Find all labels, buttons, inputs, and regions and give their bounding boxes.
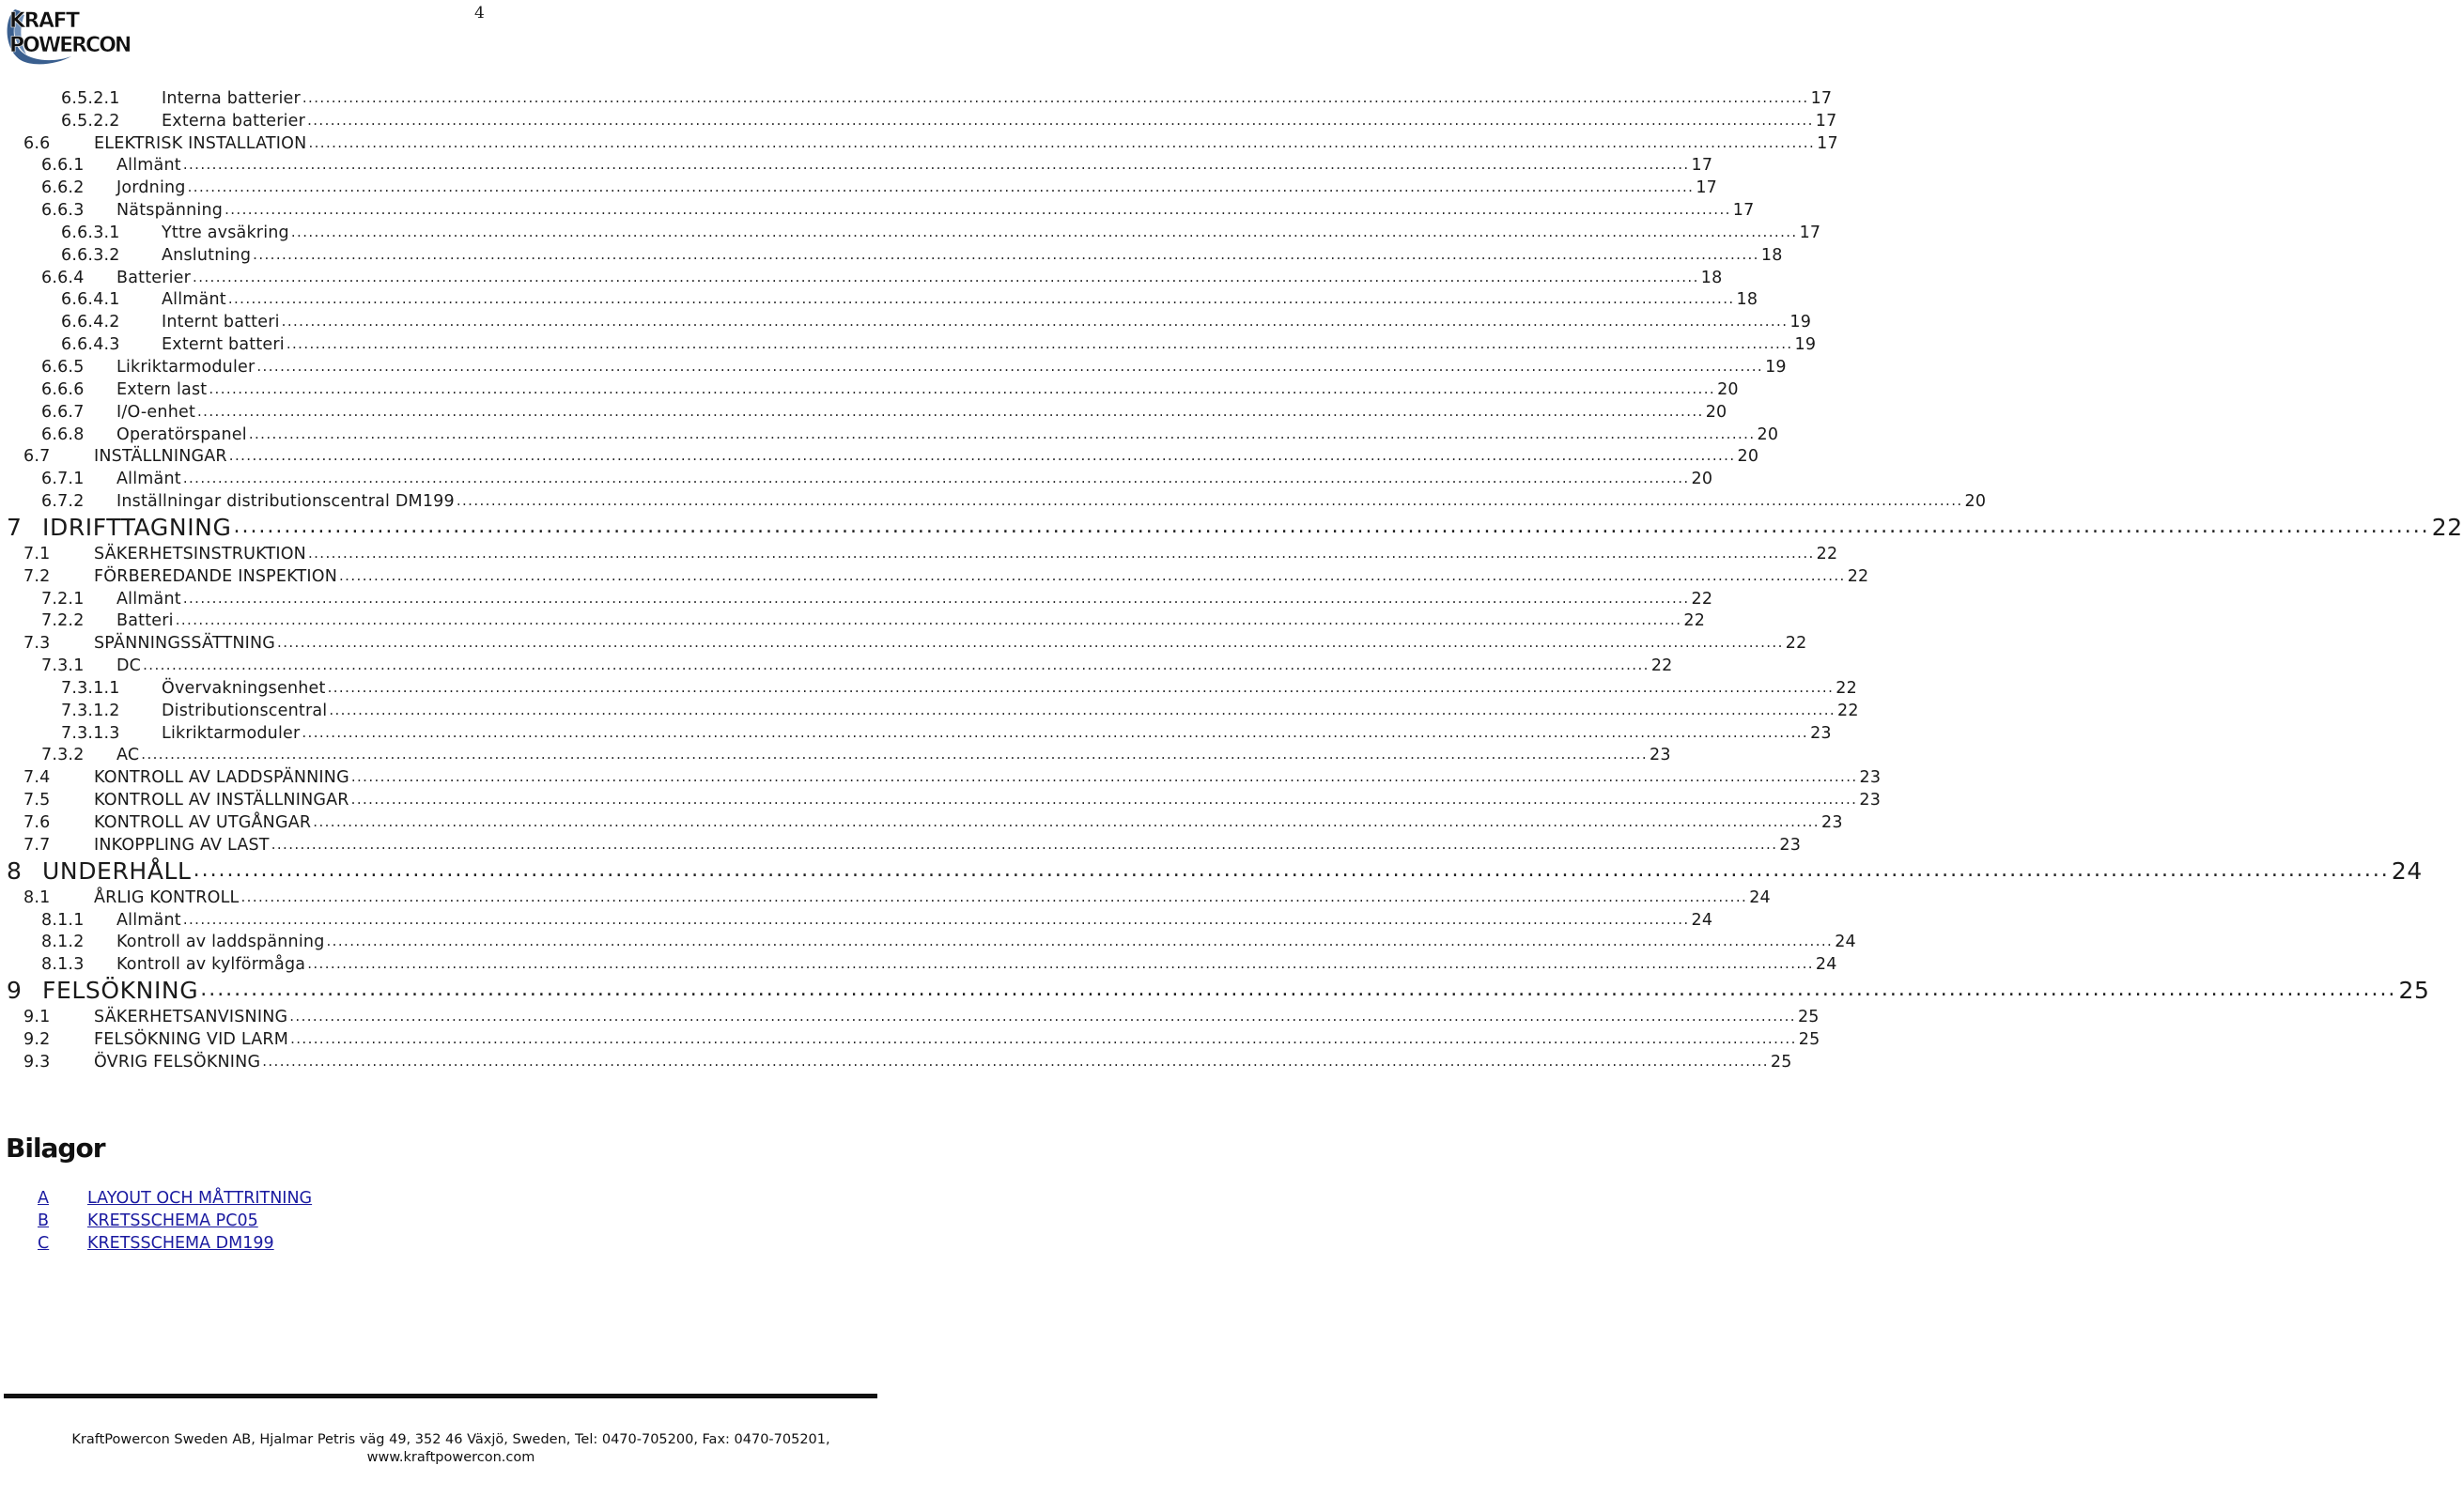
toc-entry-title: SÄKERHETSANVISNING <box>94 1008 288 1027</box>
toc-entry-number: 6.5.2.2 <box>61 111 120 131</box>
toc-entry-number: 6.7.2 <box>41 492 85 512</box>
toc-leader-dots: .................................................................................................................................................................................................................................................................... <box>308 133 1816 151</box>
toc-leader-dots: .................................................................................................................................................................................................................................................................... <box>182 589 1690 607</box>
appendix-letter: C <box>38 1234 50 1253</box>
toc-leader-dots: .................................................................................................................................................................................................................................................................... <box>313 813 1820 830</box>
toc-entry-title: INKOPPLING AV LAST <box>94 835 270 855</box>
toc-leader-dots: .................................................................................................................................................................................................................................................................... <box>193 268 1699 285</box>
toc-entry-title: FÖRBEREDANDE INSPEKTION <box>94 566 338 586</box>
toc-entry-page: 17 <box>1696 178 1717 198</box>
toc-leader-dots: .................................................................................................................................................................................................................................................................... <box>339 566 1846 584</box>
toc-entry[interactable] <box>0 1004 1820 1027</box>
toc-leader-dots: .................................................................................................................................................................................................................................................................... <box>350 768 1858 786</box>
toc-entry-page: 23 <box>1779 835 1802 855</box>
toc-leader-dots: .................................................................................................................................................................................................................................................................... <box>182 910 1690 928</box>
toc-entry[interactable] <box>0 675 1857 698</box>
toc-leader-dots: .................................................................................................................................................................................................................................................................... <box>302 88 1809 106</box>
toc-entry-title: KONTROLL AV UTGÅNGAR <box>94 813 312 832</box>
appendix-title: KRETSSCHEMA PC05 <box>87 1211 258 1230</box>
toc-entry-title: Distributionscentral <box>162 701 328 720</box>
toc-entry-number: 6.6 <box>23 133 51 153</box>
toc-leader-dots: .................................................................................................................................................................................................................................................................... <box>350 791 1858 809</box>
toc-entry-page: 17 <box>1691 156 1713 176</box>
toc-leader-dots: .................................................................................................................................................................................................................................................................... <box>225 201 1731 219</box>
toc-entry-number: 6.6.4.3 <box>61 335 120 355</box>
toc-entry-page: 23 <box>1859 791 1882 810</box>
toc-leader-dots: .................................................................................................................................................................................................................................................................... <box>286 335 1793 353</box>
toc-leader-dots: .................................................................................................................................................................................................................................................................... <box>197 402 1704 420</box>
toc-entry-number: 6.6.2 <box>41 178 85 198</box>
toc-entry-number: 9.3 <box>23 1052 51 1072</box>
appendices-heading: Bilagor <box>6 1133 105 1164</box>
toc-leader-dots: .................................................................................................................................................................................................................................................................... <box>281 313 1789 331</box>
toc-entry[interactable] <box>0 444 1759 467</box>
toc-leader-dots: .................................................................................................................................................................................................................................................................... <box>290 223 1798 240</box>
toc-entry-page: 19 <box>1765 357 1787 377</box>
toc-entry-page: 22 <box>1691 589 1713 609</box>
toc-entry[interactable] <box>0 810 1843 832</box>
kraft-powercon-logo <box>2 2 160 66</box>
toc-entry-title: I/O-enhet <box>116 402 196 422</box>
toc-entry-title: Internt batteri <box>162 313 280 332</box>
toc-leader-dots: .................................................................................................................................................................................................................................................................... <box>302 723 1809 741</box>
toc-entry-page: 24 <box>1691 910 1713 930</box>
toc-entry-title: KONTROLL AV LADDSPÄNNING <box>94 768 349 788</box>
toc-entry-title: Allmänt <box>116 910 181 930</box>
toc-entry[interactable] <box>0 541 1838 563</box>
toc-leader-dots: .................................................................................................................................................................................................................................................................... <box>182 470 1690 487</box>
appendix-link[interactable] <box>38 1211 312 1234</box>
toc-entry[interactable] <box>0 488 1987 512</box>
toc-entry-number: 7.3.1 <box>41 656 85 676</box>
toc-entry-number: 6.6.3.1 <box>61 223 120 242</box>
toc-entry-title: FELSÖKNING <box>42 977 199 1005</box>
toc-leader-dots: .................................................................................................................................................................................................................................................................... <box>456 492 1963 510</box>
toc-entry-number: 6.6.3 <box>41 201 85 221</box>
toc-leader-dots: .................................................................................................................................................................................................................................................................... <box>143 656 1650 674</box>
toc-leader-dots: .................................................................................................................................................................................................................................................................... <box>256 357 1764 375</box>
toc-entry-page: 24 <box>1815 955 1837 975</box>
toc-entry-page: 22 <box>1683 611 1706 631</box>
toc-entry-title: Extern last <box>116 379 208 399</box>
toc-entry-page: 17 <box>1732 201 1755 221</box>
toc-leader-dots: .................................................................................................................................................................................................................................................................... <box>248 424 1756 442</box>
toc-entry-page: 23 <box>1650 746 1671 765</box>
toc-entry[interactable] <box>0 287 1758 310</box>
toc-entry-number: 8.1.3 <box>41 955 85 975</box>
toc-entry[interactable] <box>0 466 1713 489</box>
toc-entry-title: Likriktarmoduler <box>162 723 301 743</box>
toc-entry-title: IDRIFTTAGNING <box>42 514 232 542</box>
toc-entry[interactable] <box>0 85 1833 108</box>
toc-entry[interactable] <box>0 855 2423 885</box>
footer-website: www.kraftpowercon.com <box>366 1450 535 1465</box>
toc-leader-dots: .................................................................................................................................................................................................................................................................... <box>227 290 1735 308</box>
appendices-list <box>38 1189 312 1257</box>
toc-entry[interactable] <box>0 563 1869 586</box>
toc-entry[interactable] <box>0 220 1821 242</box>
toc-entry-title: FELSÖKNING VID LARM <box>94 1029 289 1049</box>
appendix-link[interactable] <box>38 1189 312 1211</box>
toc-leader-dots: .................................................................................................................................................................................................................................................................... <box>209 379 1716 397</box>
toc-entry-number: 7.2.2 <box>41 611 85 631</box>
toc-entry-number: 8.1 <box>23 887 51 907</box>
toc-entry-number: 6.6.4 <box>41 268 85 287</box>
toc-leader-dots: .................................................................................................................................................................................................................................................................... <box>193 857 2390 882</box>
toc-entry-number: 8 <box>7 856 23 885</box>
toc-entry-number: 7.3 <box>23 634 51 654</box>
toc-leader-dots: .................................................................................................................................................................................................................................................................... <box>182 156 1690 174</box>
toc-entry-page: 22 <box>1847 566 1869 586</box>
toc-entry-number: 9.1 <box>23 1008 51 1027</box>
toc-leader-dots: .................................................................................................................................................................................................................................................................... <box>289 1008 1796 1026</box>
toc-entry-number: 6.6.8 <box>41 424 85 444</box>
toc-entry-number: 9 <box>7 977 23 1005</box>
toc-entry-page: 25 <box>1797 1008 1820 1027</box>
toc-entry-number: 7.7 <box>23 835 51 855</box>
toc-leader-dots: .................................................................................................................................................................................................................................................................... <box>253 245 1759 263</box>
toc-entry[interactable] <box>0 265 1723 287</box>
toc-entry-page: 17 <box>1810 88 1833 108</box>
toc-entry-title: Externa batterier <box>162 111 306 131</box>
logo-text-kraft: KRAFT <box>9 9 79 33</box>
toc-entry-page: 25 <box>1770 1052 1792 1072</box>
toc-entry[interactable] <box>0 630 1807 654</box>
toc-entry-title: SÄKERHETSINSTRUKTION <box>94 544 306 563</box>
toc-entry-page: 20 <box>1717 379 1739 399</box>
toc-entry[interactable] <box>0 354 1787 377</box>
toc-entry-page: 19 <box>1794 335 1817 355</box>
toc-entry[interactable] <box>0 309 1812 332</box>
toc-entry[interactable] <box>0 175 1717 198</box>
toc-leader-dots: .................................................................................................................................................................................................................................................................... <box>307 111 1814 129</box>
toc-entry[interactable] <box>0 1049 1792 1072</box>
toc-entry-number: 9.2 <box>23 1029 51 1049</box>
toc-leader-dots: .................................................................................................................................................................................................................................................................... <box>262 1052 1769 1070</box>
toc-entry-page: 22 <box>1816 544 1838 563</box>
toc-entry-title: Jordning <box>116 178 186 198</box>
appendix-letter: A <box>38 1189 49 1208</box>
toc-entry-number: 6.7.1 <box>41 470 85 489</box>
toc-entry-page: 24 <box>1749 887 1771 907</box>
toc-entry-title: Inställningar distributionscentral DM199 <box>116 492 455 512</box>
toc-entry-page: 22 <box>2431 514 2463 542</box>
toc-entry[interactable] <box>0 1026 1820 1049</box>
toc-entry[interactable] <box>0 399 1727 422</box>
toc-leader-dots: .................................................................................................................................................................................................................................................................... <box>200 978 2397 1002</box>
toc-entry[interactable] <box>0 698 1859 720</box>
toc-entry-number: 6.6.5 <box>41 357 85 377</box>
toc-entry-number: 7.3.1.1 <box>61 678 120 698</box>
toc-entry-title: ELEKTRISK INSTALLATION <box>94 133 307 153</box>
toc-entry-title: Batteri <box>116 611 174 631</box>
toc-entry-title: ÖVRIG FELSÖKNING <box>94 1052 261 1072</box>
toc-leader-dots: .................................................................................................................................................................................................................................................................... <box>307 544 1815 562</box>
toc-entry-page: 20 <box>1964 492 1987 512</box>
toc-entry-page: 25 <box>1798 1029 1820 1049</box>
toc-leader-dots: .................................................................................................................................................................................................................................................................... <box>187 178 1695 196</box>
toc-leader-dots: .................................................................................................................................................................................................................................................................... <box>271 835 1778 853</box>
toc-entry[interactable] <box>0 108 1837 131</box>
toc-entry-page: 17 <box>1815 111 1837 131</box>
toc-entry[interactable] <box>0 332 1817 355</box>
toc-entry-title: Allmänt <box>162 290 226 310</box>
toc-entry-title: Övervakningsenhet <box>162 678 326 698</box>
toc-leader-dots: .................................................................................................................................................................................................................................................................... <box>240 887 1748 905</box>
toc-entry-title: Batterier <box>116 268 192 287</box>
toc-entry-number: 7.1 <box>23 544 51 563</box>
toc-entry-page: 18 <box>1760 245 1783 265</box>
footer-address: KraftPowercon Sweden AB, Hjalmar Petris väg 49, 352 46 Växjö, Sweden, Tel: 0470-705200, Fax: 0470-705201, <box>71 1432 830 1447</box>
toc-entry-page: 23 <box>1820 813 1843 832</box>
appendix-title: LAYOUT OCH MÅTTRITNING <box>87 1189 313 1208</box>
toc-entry-title: AC <box>116 746 140 765</box>
appendix-title: KRETSSCHEMA DM199 <box>87 1234 274 1253</box>
toc-leader-dots: .................................................................................................................................................................................................................................................................... <box>290 1029 1797 1047</box>
toc-entry-title: ÅRLIG KONTROLL <box>94 887 240 907</box>
toc-entry-title: Yttre avsäkring <box>162 223 289 242</box>
toc-entry[interactable] <box>0 832 1802 855</box>
toc-entry-title: Allmänt <box>116 156 181 176</box>
toc-entry-number: 6.6.1 <box>41 156 85 176</box>
toc-entry-title: Allmänt <box>116 470 181 489</box>
toc-entry-title: Kontroll av laddspänning <box>116 933 325 952</box>
toc-entry[interactable] <box>0 764 1882 788</box>
toc-entry-title: DC <box>116 656 142 676</box>
toc-leader-dots: .................................................................................................................................................................................................................................................................... <box>327 678 1835 696</box>
logo-text-powercon: POWERCON <box>9 34 131 57</box>
toc-entry-title: Operatörspanel <box>116 424 247 444</box>
toc-entry-page: 18 <box>1700 268 1723 287</box>
toc-entry-page: 25 <box>2398 977 2430 1005</box>
toc-entry-page: 22 <box>1785 634 1807 654</box>
toc-entry-title: KONTROLL AV INSTÄLLNINGAR <box>94 791 349 810</box>
toc-entry-page: 19 <box>1789 313 1812 332</box>
toc-entry-title: Nätspänning <box>116 201 224 221</box>
toc-entry-page: 20 <box>1737 447 1759 467</box>
toc-leader-dots: .................................................................................................................................................................................................................................................................... <box>329 701 1836 718</box>
toc-entry[interactable] <box>0 787 1882 810</box>
toc-entry-page: 23 <box>1859 768 1882 788</box>
toc-entry-number: 7.5 <box>23 791 51 810</box>
toc-entry-title: INSTÄLLNINGAR <box>94 447 227 467</box>
toc-entry-number: 8.1.1 <box>41 910 85 930</box>
table-of-contents <box>0 85 2463 1072</box>
toc-entry-number: 6.6.6 <box>41 379 85 399</box>
toc-entry[interactable] <box>0 377 1739 399</box>
toc-entry-number: 6.6.4.1 <box>61 290 120 310</box>
toc-leader-dots: .................................................................................................................................................................................................................................................................... <box>228 447 1736 465</box>
toc-entry[interactable] <box>0 153 1713 176</box>
toc-entry-number: 6.6.3.2 <box>61 245 120 265</box>
toc-entry-page: 20 <box>1757 424 1779 444</box>
footer <box>0 1431 902 1467</box>
toc-entry-page: 17 <box>1799 223 1821 242</box>
toc-entry-page: 24 <box>1835 933 1856 952</box>
toc-leader-dots: .................................................................................................................................................................................................................................................................... <box>277 634 1784 652</box>
toc-entry-title: Externt batteri <box>162 335 285 355</box>
toc-entry-page: 22 <box>1837 701 1859 720</box>
toc-entry[interactable] <box>0 511 2463 542</box>
toc-entry[interactable] <box>0 422 1779 444</box>
toc-leader-dots: .................................................................................................................................................................................................................................................................... <box>175 611 1682 629</box>
toc-entry-title: Allmänt <box>116 589 181 609</box>
toc-entry[interactable] <box>0 743 1671 765</box>
toc-entry-number: 6.7 <box>23 447 51 467</box>
toc-entry[interactable] <box>0 197 1755 221</box>
toc-entry-title: Kontroll av kylförmåga <box>116 955 306 975</box>
toc-entry[interactable] <box>0 930 1856 952</box>
toc-entry-number: 7 <box>7 514 23 542</box>
toc-entry-number: 7.3.1.3 <box>61 723 120 743</box>
toc-entry[interactable] <box>0 242 1783 265</box>
toc-entry-number: 8.1.2 <box>41 933 85 952</box>
toc-entry-number: 7.3.2 <box>41 746 85 765</box>
appendix-letter: B <box>38 1211 50 1230</box>
toc-entry-page: 20 <box>1705 402 1727 422</box>
toc-entry-number: 6.5.2.1 <box>61 88 120 108</box>
toc-leader-dots: .................................................................................................................................................................................................................................................................... <box>326 933 1834 950</box>
toc-entry[interactable] <box>0 586 1713 609</box>
toc-entry-page: 20 <box>1691 470 1713 489</box>
toc-entry-page: 18 <box>1736 290 1758 310</box>
toc-entry[interactable] <box>0 974 2430 1005</box>
toc-entry-page: 17 <box>1817 133 1838 153</box>
page-number: 4 <box>474 4 485 23</box>
toc-entry-title: Anslutning <box>162 245 252 265</box>
toc-leader-dots: .................................................................................................................................................................................................................................................................... <box>307 955 1814 973</box>
toc-entry-number: 6.6.7 <box>41 402 85 422</box>
toc-entry[interactable] <box>0 131 1838 153</box>
toc-entry-number: 7.6 <box>23 813 51 832</box>
toc-entry-title: Interna batterier <box>162 88 301 108</box>
footer-divider <box>4 1394 877 1398</box>
toc-entry[interactable] <box>0 885 1771 907</box>
toc-entry-page: 22 <box>1650 656 1673 676</box>
toc-entry-number: 7.4 <box>23 768 51 788</box>
toc-entry-number: 7.3.1.2 <box>61 701 120 720</box>
toc-entry[interactable] <box>0 907 1713 930</box>
toc-entry[interactable] <box>0 720 1832 743</box>
toc-entry-page: 22 <box>1836 678 1857 698</box>
toc-entry-page: 24 <box>2391 856 2423 885</box>
toc-entry-number: 7.2 <box>23 566 51 586</box>
toc-entry-number: 7.2.1 <box>41 589 85 609</box>
toc-entry[interactable] <box>0 951 1837 975</box>
toc-entry[interactable] <box>0 609 1706 631</box>
toc-entry-title: UNDERHÅLL <box>42 856 192 885</box>
appendix-link[interactable] <box>38 1234 312 1257</box>
toc-entry-title: SPÄNNINGSSÄTTNING <box>94 634 276 654</box>
toc-leader-dots: .................................................................................................................................................................................................................................................................... <box>233 515 2430 539</box>
toc-entry-page: 23 <box>1810 723 1832 743</box>
toc-entry-title: Likriktarmoduler <box>116 357 256 377</box>
toc-entry-number: 6.6.4.2 <box>61 313 120 332</box>
toc-leader-dots: .................................................................................................................................................................................................................................................................... <box>141 746 1648 764</box>
toc-entry[interactable] <box>0 653 1673 676</box>
